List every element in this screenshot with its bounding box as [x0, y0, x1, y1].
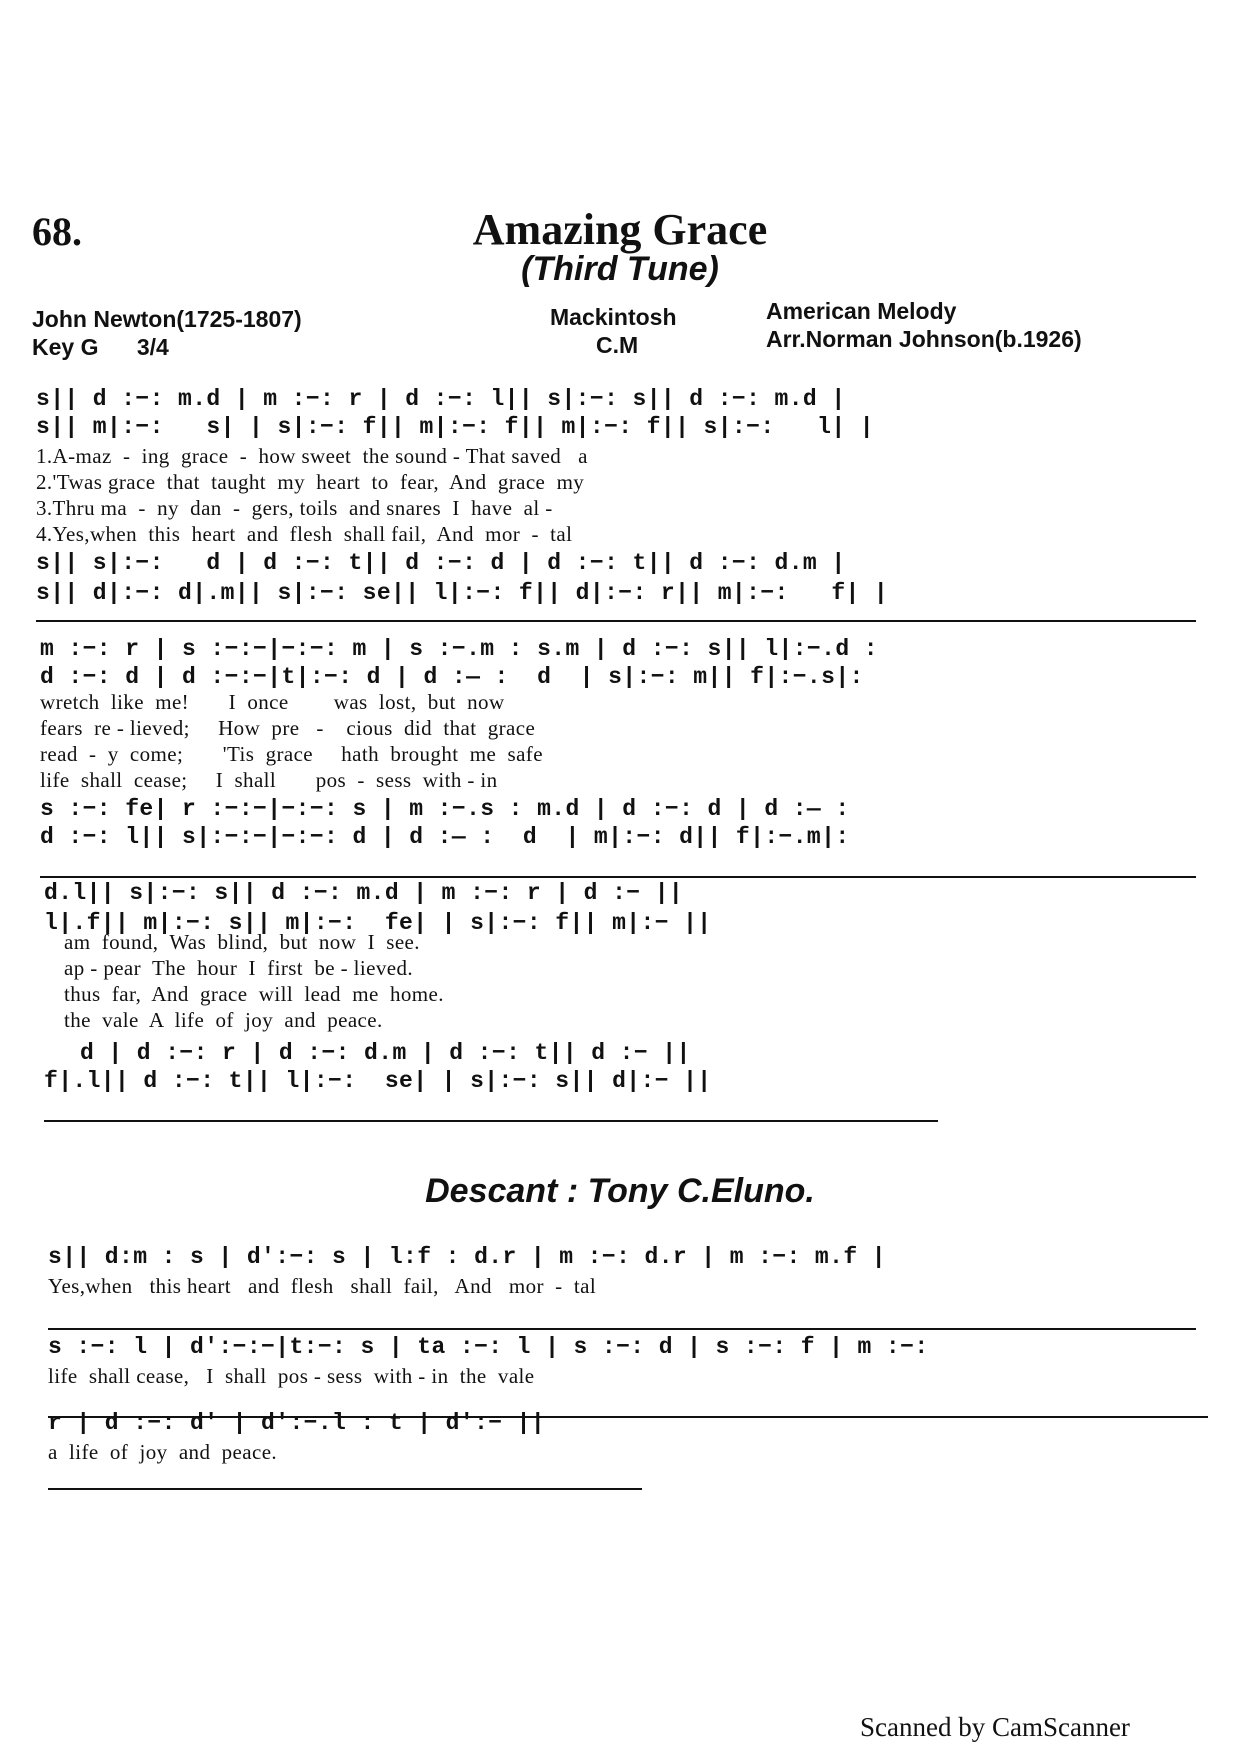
verse-2-lyrics: ap - pear The hour I first be - lieved.: [64, 956, 414, 980]
bass-line: f|.l|| d :−: t|| l|:−: se| | s|:−: s|| d|:− ||: [44, 1068, 712, 1094]
descant-notes-2: s :−: l | d':−:−|t:−: s | ta :−: l | s :−: d | s :−: f | m :−:: [48, 1334, 929, 1360]
descant-words-2: life shall cease, I shall pos - sess with - in the vale: [48, 1364, 535, 1388]
scanner-watermark: Scanned by CamScanner: [860, 1712, 1130, 1742]
descant-words-1: Yes,when this heart and flesh shall fail, And mor - tal: [48, 1274, 597, 1298]
soprano-line: s|| d :−: m.d | m :−: r | d :−: l|| s|:−: s|| d :−: m.d |: [36, 386, 846, 412]
verse-3-lyrics: thus far, And grace will lead me home.: [64, 982, 444, 1006]
verse-2-lyrics: fears re - lieved; How pre - cious did that grace: [40, 716, 536, 740]
tenor-line: s|| s|:−: d | d :−: t|| d :−: d | d :−: t|| d :−: d.m |: [36, 550, 846, 576]
alto-line: d :−: d | d :−:−|t|:−: d | d :— : d | s|:−: m|| f|:−.s|:: [40, 664, 864, 690]
descant-words-3: a life of joy and peace.: [48, 1440, 278, 1464]
tenor-line: d | d :−: r | d :−: d.m | d :−: t|| d :− ||: [80, 1040, 691, 1066]
alto-line: s|| m|:−: s| | s|:−: f|| m|:−: f|| m|:−: f|| s|:−: l| |: [36, 414, 874, 440]
verse-2-lyrics: 2.'Twas grace that taught my heart to fear, And grace my: [36, 470, 585, 494]
verse-1-lyrics: wretch like me! I once was lost, but now: [40, 690, 505, 714]
system-divider: [36, 620, 1196, 622]
tenor-line: s :−: fe| r :−:−|−:−: s | m :−.s : m.d | d :−: d | d :— :: [40, 796, 850, 822]
soprano-line: m :−: r | s :−:−|−:−: m | s :−.m : s.m | d :−: s|| l|:−.d :: [40, 636, 878, 662]
verse-1-lyrics: 1.A-maz - ing grace - how sweet the sound - That saved a: [36, 444, 588, 468]
alto-line: l|.f|| m|:−: s|| m|:−: fe| | s|:−: f|| m|:− ||: [44, 910, 712, 936]
verse-4-lyrics: life shall cease; I shall pos - sess with - in: [40, 768, 498, 792]
soprano-line: d.l|| s|:−: s|| d :−: m.d | m :−: r | d :− ||: [44, 880, 684, 906]
hymn-subtitle: (Third Tune): [521, 250, 719, 288]
verse-4-lyrics: the vale A life of joy and peace.: [64, 1008, 383, 1032]
meter: C.M: [596, 332, 639, 358]
verse-1-lyrics: am found, Was blind, but now I see.: [64, 930, 420, 954]
descant-notes-3: r | d :−: d' | d':−.l : t | d':− ||: [48, 1410, 546, 1436]
verse-3-lyrics: read - y come; 'Tis grace hath brought me safe: [40, 742, 543, 766]
author: John Newton(1725-1807): [32, 306, 302, 332]
bass-line: s|| d|:−: d|.m|| s|:−: se|| l|:−: f|| d|:−: r|| m|:−: f| |: [36, 580, 889, 606]
key-signature: Key G 3/4: [32, 334, 169, 360]
verse-4-lyrics: 4.Yes,when this heart and flesh shall fail, And mor - tal: [36, 522, 573, 546]
descant-end-rule: [48, 1488, 642, 1490]
hymn-title: Amazing Grace: [472, 205, 768, 254]
system-end-rule: [44, 1120, 938, 1122]
verse-3-lyrics: 3.Thru ma - ny dan - gers, toils and snares I have al -: [36, 496, 553, 520]
descant-heading: Descant : Tony C.Eluno.: [425, 1172, 815, 1210]
tune-name: Mackintosh: [550, 304, 677, 330]
bass-line: d :−: l|| s|:−:−|−:−: d | d :— : d | m|:−: d|| f|:−.m|:: [40, 824, 850, 850]
melody-credit: American Melody: [766, 298, 957, 324]
system-divider: [40, 876, 1196, 878]
descant-divider: [48, 1328, 1196, 1330]
descant-notes-1: s|| d:m : s | d':−: s | l:f : d.r | m :−: d.r | m :−: m.f |: [48, 1244, 886, 1270]
hymn-number: 68.: [32, 209, 82, 254]
arranger-credit: Arr.Norman Johnson(b.1926): [766, 326, 1082, 352]
